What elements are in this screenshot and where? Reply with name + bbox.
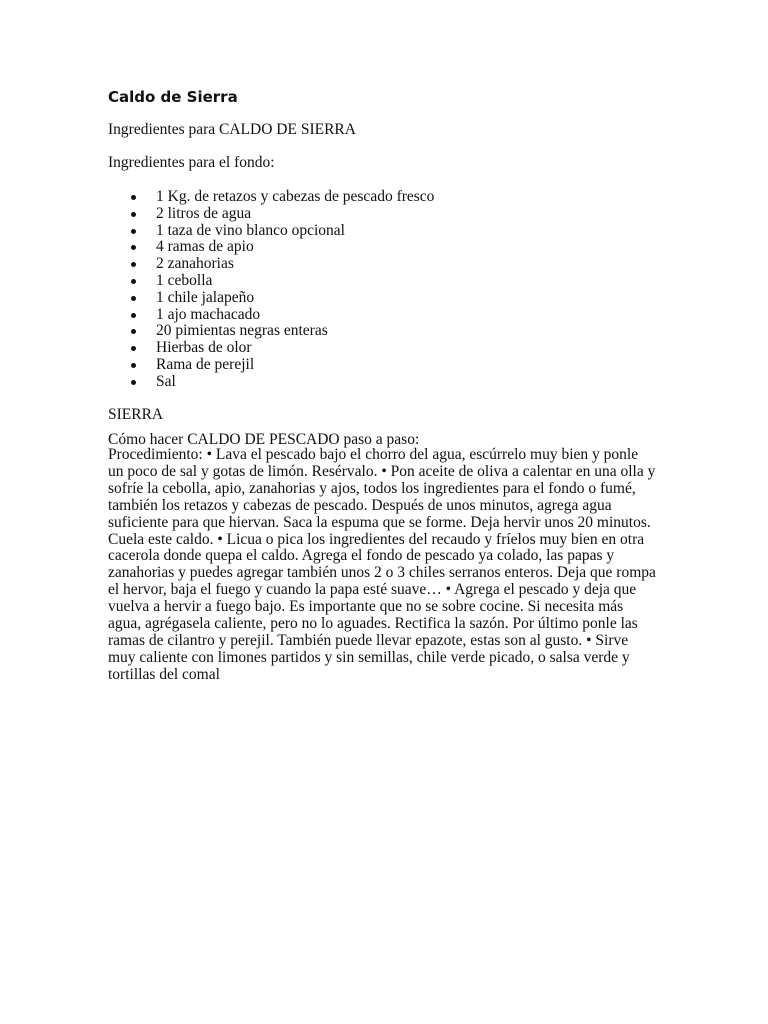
- ingredient-item: [108, 323, 434, 340]
- method-line: suficiente para que hiervan. Saca la espuma que se forme. Deja hervir unos 20 minutos.: [108, 513, 651, 531]
- ingredient-item: [108, 290, 434, 307]
- method-line: vuelva a hervir a fuego bajo. Es importante que no se sobre cocine. Si necesita más: [108, 598, 624, 616]
- bullet-icon: [131, 229, 136, 234]
- bullet-icon: [131, 262, 136, 267]
- method-line: Cuela este caldo. • Licua o pica los ingredientes del recaudo y fríelos muy bien en otra: [108, 530, 645, 548]
- ingredient-item: [108, 357, 434, 374]
- method-heading: Cómo hacer CALDO DE PESCADO paso a paso:: [108, 431, 420, 448]
- ingredient-item: [108, 189, 434, 206]
- ingredient-text: 1 cebolla: [156, 271, 213, 289]
- bullet-icon: [131, 212, 136, 217]
- ingredient-list: [108, 189, 434, 391]
- method-line: muy caliente con limones partidos y sin semillas, chile verde picado, o salsa verde y: [108, 648, 630, 666]
- ingredient-text: Hierbas de olor: [156, 339, 252, 357]
- section-label: SIERRA: [108, 406, 164, 423]
- ingredient-text: 1 chile jalapeño: [156, 288, 255, 306]
- ingredient-text: 2 litros de agua: [156, 204, 252, 222]
- ingredient-item: [108, 340, 434, 357]
- ingredient-text: 1 taza de vino blanco opcional: [156, 221, 345, 239]
- method-line: sofríe la cebolla, apio, zanahorias y ajos, todos los ingredientes para el fondo o fumé,: [108, 479, 636, 497]
- method-line: cacerola donde quepa el caldo. Agrega el fondo de pescado ya colado, las papas y: [108, 547, 615, 565]
- ingredient-text: Sal: [156, 372, 176, 390]
- method-body: [108, 447, 656, 684]
- bullet-icon: [131, 279, 136, 284]
- method-line: el hervor, baja el fuego y cuando la papa esté suave… • Agrega el pescado y deja que: [108, 581, 637, 599]
- ingredient-item: [108, 273, 434, 290]
- ingredient-text: 4 ramas de apio: [156, 238, 254, 256]
- bullet-icon: [131, 346, 136, 351]
- ingredient-text: 20 pimientas negras enteras: [156, 322, 328, 340]
- document-title: Caldo de Sierra: [108, 88, 238, 106]
- ingredient-item: [108, 206, 434, 223]
- method-line: tortillas del comal: [108, 665, 220, 683]
- bullet-icon: [131, 363, 136, 368]
- method-line: también los retazos y cabezas de pescado. Después de unos minutos, agrega agua: [108, 496, 612, 514]
- bullet-icon: [131, 329, 136, 334]
- method-line: un poco de sal y gotas de limón. Resérvalo. • Pon aceite de oliva a calentar en una olla y: [108, 462, 656, 480]
- fondo-heading: Ingredientes para el fondo:: [108, 154, 275, 171]
- bullet-icon: [131, 245, 136, 250]
- ingredient-text: 2 zanahorias: [156, 255, 234, 273]
- ingredients-heading: Ingredientes para CALDO DE SIERRA: [108, 121, 356, 138]
- ingredient-item: [108, 223, 434, 240]
- ingredient-item: [108, 239, 434, 256]
- bullet-icon: [131, 296, 136, 301]
- ingredient-text: 1 Kg. de retazos y cabezas de pescado fresco: [156, 188, 435, 205]
- ingredient-text: 1 ajo machacado: [156, 305, 261, 323]
- bullet-icon: [131, 380, 136, 385]
- ingredient-text: Rama de perejil: [156, 355, 255, 373]
- bullet-icon: [131, 313, 136, 318]
- method-line: Procedimiento: • Lava el pescado bajo el chorro del agua, escúrrelo muy bien y ponle: [108, 446, 639, 463]
- ingredient-item: [108, 307, 434, 324]
- method-line: zanahorias y puedes agregar también unos 2 o 3 chiles serranos enteros. Deja que rompa: [108, 564, 656, 582]
- bullet-icon: [131, 195, 136, 200]
- ingredient-item: [108, 256, 434, 273]
- method-line: agua, agrégasela caliente, pero no lo aguades. Rectifica la sazón. Por último ponle las: [108, 615, 638, 633]
- method-line: ramas de cilantro y perejil. También puede llevar epazote, estas son al gusto. • Sirve: [108, 631, 629, 649]
- ingredient-item: [108, 374, 434, 391]
